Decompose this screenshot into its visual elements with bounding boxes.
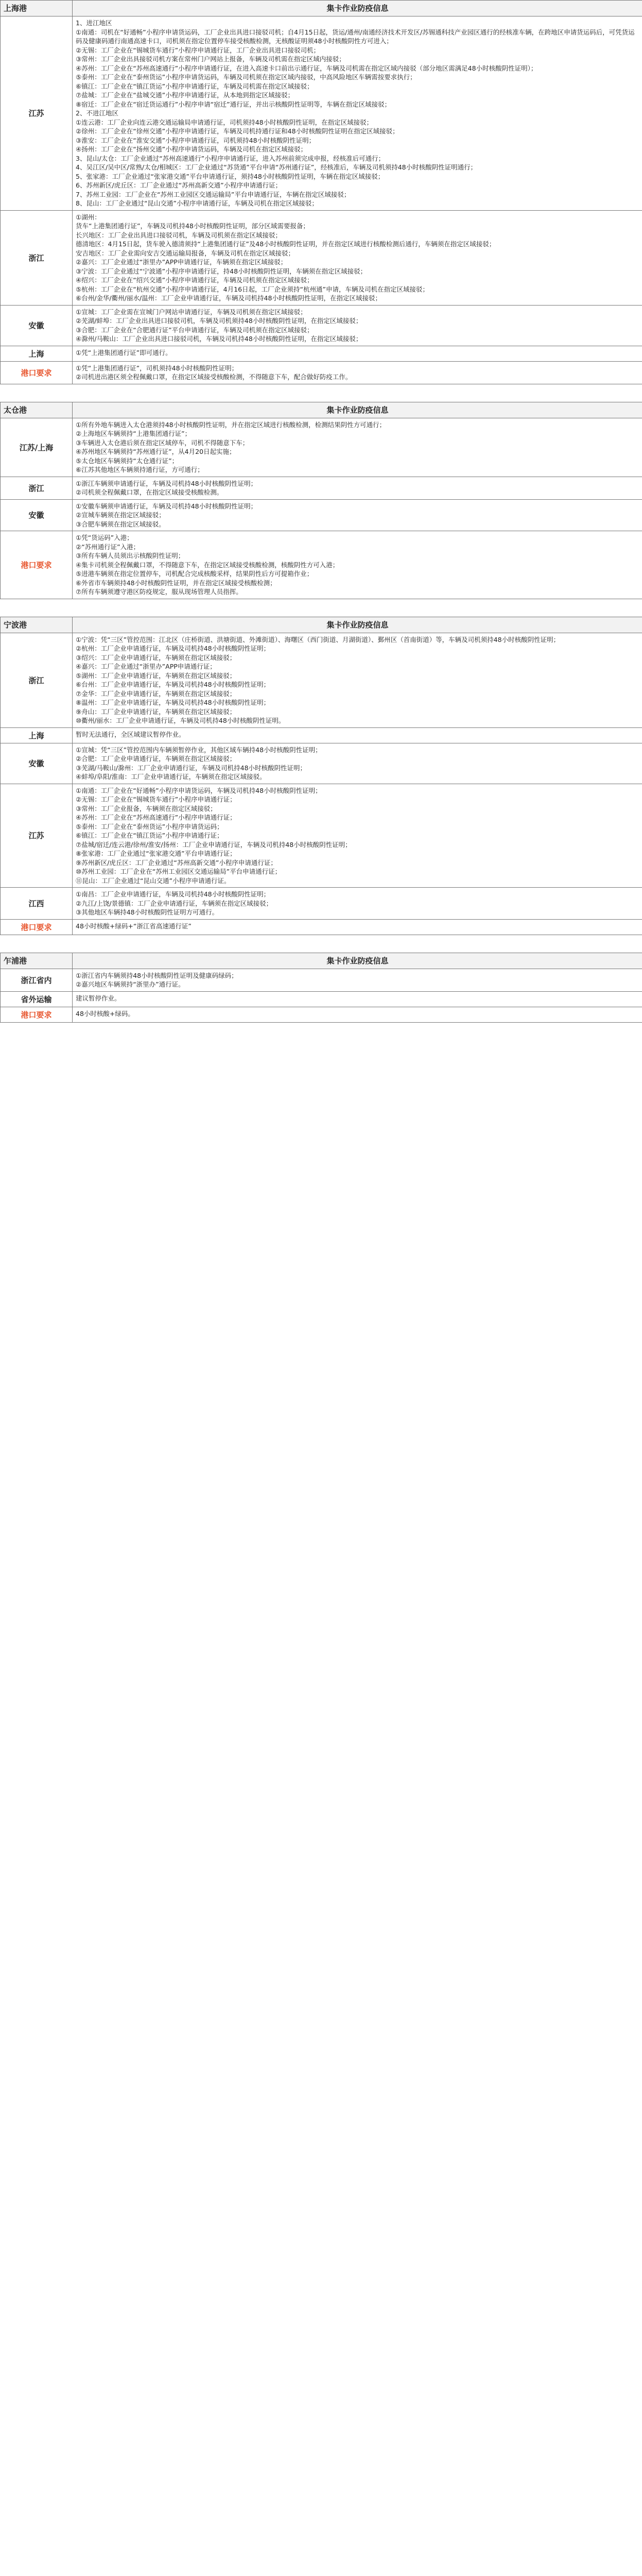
region-label: 上海 — [1, 346, 73, 361]
content-line: ⑥镇江：工厂企业在“镇江货运”小程序申请通行证； — [76, 832, 223, 839]
content-line: ⑩衢州/丽水：工厂企业申请通行证，车辆及司机持48小时核酸阴性证明。 — [76, 717, 285, 724]
content-line: ①湖州： — [76, 213, 101, 221]
content-line: ①凭“上港集团通行证”即可通行。 — [76, 348, 172, 357]
section-gap — [0, 599, 642, 617]
content-line: ①连云港：工厂企业向连云港交通运输局申请通行证，司机须持48小时核酸阴性证明，在指定区域接驳； — [76, 118, 373, 126]
content-line: ①凭“上港集团通行证”，司机须持48小时核酸阴性证明； — [76, 364, 238, 372]
port-name: 太仓港 — [1, 402, 73, 418]
content-line: ②司机须全程佩戴口罩，在指定区域接受核酸检测。 — [76, 488, 223, 496]
table-row — [1, 16, 642, 211]
content-line: ⑤太仓地区车辆须持“太仓通行证”； — [76, 456, 179, 465]
content-line: ③淮安：工厂企业在“淮安交通”小程序申请通行证，司机须持48小时核酸阴性证明； — [76, 136, 316, 144]
content-line: 安吉地区：工厂企业需向安吉交通运输局报备，车辆及司机在指定区域接驳； — [76, 249, 295, 257]
content-line: ⑥台州/金华/衢州/丽水/温州：工厂企业申请通行证，车辆及司机持48小时核酸阴性证明，在指定区域接驳； — [76, 294, 381, 302]
content-line: ①宣城：工厂企业需在宣城门户网站申请通行证，车辆及司机须在指定区域接驳； — [76, 308, 307, 316]
content-line: 7、苏州工业园：工厂企业在“苏州工业园区交通运输局”平台申请通行证，车辆在指定区域接驳； — [76, 190, 351, 198]
table-row — [1, 743, 642, 784]
content-line: ③合肥：工厂企业在“合肥通行证”平台申请通行证，车辆及司机须在指定区域接驳； — [76, 326, 314, 334]
content-line: 8、昆山：工厂企业通过“昆山交通”小程序申请通行证，车辆及司机在指定区域接驳； — [76, 199, 318, 207]
content-line: ⑨苏州新区/虎丘区：工厂企业通过“苏州高新交通”小程序申请通行证； — [76, 858, 277, 867]
region-label: 浙江 — [1, 477, 73, 499]
content-line: ③芜湖/马鞍山/滁州：工厂企业申请通行证，车辆及司机持48小时核酸阴性证明； — [76, 764, 307, 772]
content-line: ⑦金华：工厂企业申请通行证，车辆须在指定区域接驳； — [76, 689, 236, 698]
content-line: ⑦盐城：工厂企业在“盐城交通”小程序申请通行证，从本地到指定区域接驳； — [76, 91, 294, 99]
table-row — [1, 992, 642, 1007]
content-line: ④苏州：工厂企业在“苏州高速通行”小程序申请通行证； — [76, 814, 236, 821]
region-content — [73, 362, 642, 384]
content-line: ③合肥车辆须在指定区域接驳。 — [76, 520, 165, 528]
region-content — [73, 728, 642, 743]
content-line: 3、昆山/太仓：工厂企业通过“苏州高速通行”小程序申请通行证，进入苏州前须完成申报，经核准后可通行； — [76, 154, 385, 162]
content-line: 48小时核酸+绿码。 — [76, 1009, 134, 1018]
content-line: 暂时无法通行，全区域建议暂停作业。 — [76, 730, 185, 738]
content-line: ⑥外省市车辆须持48小时核酸阴性证明，并在指定区域接受核酸检测； — [76, 579, 276, 587]
port-name: 乍浦港 — [1, 953, 73, 969]
section-title: 集卡作业防疫信息 — [326, 620, 389, 630]
region-content — [73, 743, 642, 784]
content-line: ①浙江车辆须申请通行证，车辆及司机持48小时核酸阴性证明； — [76, 479, 257, 487]
region-content — [73, 500, 642, 531]
table-row — [1, 346, 642, 362]
content-line: ①安徽车辆须申请通行证，车辆及司机持48小时核酸阴性证明； — [76, 502, 257, 510]
region-content — [73, 888, 642, 919]
region-content — [73, 633, 642, 727]
content-line: ⑤泰州：工厂企业在“泰州货运”小程序申请货运码，车辆及司机须在指定区域内接驳，中高风险地区车辆需按要求执行； — [76, 73, 417, 81]
table-row — [1, 418, 642, 477]
section-header — [1, 402, 642, 418]
region-content — [73, 418, 642, 477]
region-content — [73, 969, 642, 991]
region-content — [73, 992, 642, 1007]
content-line: ⑩苏州工业园：工厂企业在“苏州工业园区交通运输局”平台申请通行证； — [76, 868, 282, 875]
table-row — [1, 477, 642, 500]
content-line: ③其他地区车辆持48小时核酸阴性证明方可通行。 — [76, 908, 219, 916]
port-name: 上海港 — [1, 1, 73, 16]
content-line: ⑧温州：工厂企业申请通行证，车辆及司机持48小时核酸阴性证明； — [76, 699, 270, 706]
region-label: 浙江 — [1, 633, 73, 727]
content-line: ①南通：工厂企业在“好通畅”小程序申请货运码，车辆及司机持48小时核酸阴性证明； — [76, 786, 322, 794]
section-gap — [0, 384, 642, 402]
content-line: ③车辆进入太仓港后须在指定区域停车，司机不得随意下车； — [76, 438, 249, 447]
content-line: ③常州：工厂企业报备，车辆须在指定区域接驳； — [76, 804, 217, 812]
content-line: ②九江/上饶/景德镇：工厂企业申请通行证，车辆须在指定区域接驳； — [76, 899, 273, 907]
content-line: 48小时核酸+绿码+“浙江省高速通行证” — [76, 922, 192, 930]
region-content — [73, 16, 642, 210]
section-header — [1, 953, 642, 969]
content-line: ①凭“货运码”入港； — [76, 534, 133, 541]
region-label: 安徽 — [1, 500, 73, 531]
content-line: ④扬州：工厂企业在“扬州交通”小程序申请货运码，车辆及司机在指定区域接驳； — [76, 145, 307, 153]
content-line: ③绍兴：工厂企业申请通行证，车辆须在指定区域接驳； — [76, 653, 236, 662]
content-line: ⑪昆山：工厂企业通过“昆山交通”小程序申请通行证。 — [76, 876, 231, 885]
region-label: 江苏 — [1, 16, 73, 210]
content-line: ⑦盐城/宿迁/连云港/徐州/淮安/扬州：工厂企业申请通行证，车辆及司机持48小时核酸阴性证明； — [76, 840, 352, 849]
table-row — [1, 728, 642, 743]
region-content — [73, 211, 642, 305]
content-line: ④蚌埠/阜阳/淮南：工厂企业申请通行证，车辆须在指定区域接驳。 — [76, 773, 266, 781]
region-content — [73, 306, 642, 346]
table-row — [1, 362, 642, 384]
section-title: 集卡作业防疫信息 — [326, 405, 389, 415]
content-line: 建议暂停作业。 — [76, 994, 121, 1002]
content-line: 6、苏州新区/虎丘区：工厂企业通过“苏州高新交通”小程序申请通行证； — [76, 181, 282, 189]
section-title: 集卡作业防疫信息 — [326, 4, 389, 13]
region-label: 港口要求 — [1, 920, 73, 935]
section-gap — [0, 935, 642, 953]
content-line: ⑨舟山：工厂企业申请通行证，车辆须在指定区域接驳； — [76, 707, 236, 716]
region-label: 江西 — [1, 888, 73, 919]
content-line: ⑥江苏其他地区车辆须持通行证，方可通行； — [76, 466, 204, 473]
region-content — [73, 1007, 642, 1022]
content-line: ③宁波：工厂企业通过“宁波通”小程序申请通行证，持48小时核酸阴性证明，车辆须在指定区域接驳； — [76, 267, 367, 275]
region-label: 浙江 — [1, 211, 73, 305]
table-row — [1, 784, 642, 888]
content-line: ②杭州：工厂企业申请通行证，车辆及司机持48小时核酸阴性证明； — [76, 645, 270, 652]
content-line: 长兴地区：工厂企业出具进口接驳司机，车辆及司机须在指定区域接驳； — [76, 231, 282, 239]
content-line: ⑤湖州：工厂企业申请通行证，车辆须在指定区域接驳； — [76, 671, 236, 680]
content-line: ⑥镇江：工厂企业在“镇江货运”小程序申请通行证，车辆及司机需在指定区域接驳； — [76, 82, 314, 90]
content-line: ②“苏州通行证”入港； — [76, 543, 140, 551]
region-label: 安徽 — [1, 306, 73, 346]
content-line: ②司机进出港区须全程佩戴口罩，在指定区域接受核酸检测，不得随意下车，配合做好防疫工作。 — [76, 373, 352, 381]
table-row — [1, 531, 642, 599]
content-line: ②无锡：工厂企业在“锡城货车通行”小程序申请通行证，工厂企业出具进口接驳司机； — [76, 46, 320, 54]
table-row — [1, 306, 642, 346]
content-line: ⑤进港车辆须在指定位置停车，司机配合完成核酸采样，结果阴性后方可提箱作业； — [76, 570, 314, 578]
section-header — [1, 1, 642, 16]
section-2 — [0, 617, 642, 935]
region-label: 安徽 — [1, 743, 73, 784]
region-label: 港口要求 — [1, 1007, 73, 1022]
content-line: ⑤泰州：工厂企业在“泰州货运”小程序申请货运码； — [76, 822, 223, 831]
content-line: ④苏州：工厂企业在“苏州高速通行”小程序申请通行证，在进入高速卡口前出示通行证，车辆及司机需在指定区域内接驳（部分地区需满足48小时核酸阴性证明）； — [76, 64, 537, 72]
content-line: ②嘉兴地区车辆须持“浙里办”通行证。 — [76, 980, 185, 988]
content-line: ⑧宿迁：工厂企业在“宿迁货运通行”小程序申请“宿迁”通行证，并出示核酸阴性证明等，车辆在指定区域接驳； — [76, 100, 391, 108]
content-line: 4、吴江区/吴中区/常熟/太仓/相城区：工厂企业通过“苏货通”平台申请“苏州通行证”，经核准后，车辆及司机须持48小时核酸阴性证明通行； — [76, 163, 477, 171]
region-content — [73, 784, 642, 888]
table-row — [1, 500, 642, 532]
region-label: 省外运输 — [1, 992, 73, 1007]
content-line: ②徐州：工厂企业在“徐州交通”小程序申请通行证，车辆及司机持通行证和48小时核酸阴性证明在指定区域接驳； — [76, 127, 399, 135]
content-line: ②芜湖/蚌埠：工厂企业出具进口接驳司机，车辆及司机须持48小时核酸阴性证明，在指定区域接驳； — [76, 317, 362, 325]
content-line: ②合肥：工厂企业申请通行证，车辆须在指定区域接驳； — [76, 755, 236, 762]
region-content — [73, 346, 642, 361]
content-line: ②无锡：工厂企业在“锡城货车通行”小程序申请通行证； — [76, 795, 236, 803]
content-line: ①南通：司机在“好通畅”小程序申请货运码，工厂企业出具进口接驳司机；自4月15日起，货运/通州/南通经济技术开发区/苏锡通科技产业园区通行的经核准车辆，在跨地区申请货运码后，可凭货运码及健康码通行南通高速卡口，司机须在指定位置停车接受核酸检测，无核酸证明须48小时核酸阴性方可进入； — [76, 28, 635, 45]
section-3 — [0, 953, 642, 1023]
content-line: ⑤杭州：工厂企业在“杭州交通”小程序申请通行证，4月16日起，工厂企业须持“杭州通”申请，车辆及司机在指定区域接驳； — [76, 285, 429, 293]
content-line: 1、进江地区 — [76, 19, 112, 27]
port-name: 宁波港 — [1, 617, 73, 633]
content-line: ④滁州/马鞍山：工厂企业出具进口接驳司机，车辆及司机持48小时核酸阴性证明，在指定区域接驳； — [76, 335, 362, 343]
content-line: ①所有外地车辆进入太仓港须持48小时核酸阴性证明，并在指定区域进行核酸检测，检测结果阴性方可通行； — [76, 420, 386, 429]
region-label: 江苏 — [1, 784, 73, 888]
table-row — [1, 969, 642, 992]
content-line: ④绍兴：工厂企业在“绍兴交通”小程序申请通行证，车辆及司机须在指定区域接驳； — [76, 276, 314, 284]
section-0 — [0, 0, 642, 384]
section-header — [1, 617, 642, 633]
content-line: ④集卡司机须全程佩戴口罩，不得随意下车，在指定区域接受核酸检测，核酸阴性方可入港； — [76, 561, 339, 569]
content-line: ②宣城车辆须在指定区域接驳； — [76, 511, 165, 519]
content-line: ③所有车辆人员须出示核酸阴性证明； — [76, 552, 185, 560]
content-line: 德清地区：4月15日起，货车驶入德清须持“上港集团通行证”及48小时核酸阴性证明，并在指定区域进行核酸检测后通行，车辆须在指定区域接驳； — [76, 240, 496, 248]
region-content — [73, 531, 642, 599]
page — [0, 0, 642, 1023]
region-content — [73, 920, 642, 935]
region-label: 港口要求 — [1, 531, 73, 599]
content-line: ⑧张家港：工厂企业通过“张家港交通”平台申请通行证； — [76, 850, 236, 857]
section-title: 集卡作业防疫信息 — [326, 956, 389, 965]
content-line: ①宁波：凭“三区”管控范围：江北区（庄桥街道、洪塘街道、外滩街道）、海曙区（西门街道、月湖街道）、鄞州区（首南街道）等，车辆及司机须持48小时核酸阴性证明； — [76, 635, 560, 643]
table-row — [1, 633, 642, 728]
content-line: ④苏州地区车辆须持“苏州通行证”，从4月20日起实施； — [76, 448, 236, 455]
section-1 — [0, 402, 642, 599]
region-label: 江苏/上海 — [1, 418, 73, 477]
content-line: ③常州：工厂企业出具接驳司机方案在常州门户网站上报备，车辆及司机需在指定区域内接驳； — [76, 55, 345, 63]
content-line: ①南昌：工厂企业申请通行证，车辆及司机持48小时核酸阴性证明； — [76, 890, 270, 898]
content-line: ②上海地区车辆须持“上港集团通行证”； — [76, 430, 192, 437]
content-line: ⑦所有车辆须遵守港区防疫规定，服从现场管理人员指挥。 — [76, 588, 242, 596]
content-line: ⑥台州：工厂企业申请通行证，车辆及司机持48小时核酸阴性证明； — [76, 681, 270, 688]
content-line: ②嘉兴：工厂企业通过“浙里办”APP申请通行证，车辆须在指定区域接驳； — [76, 258, 287, 266]
region-label: 港口要求 — [1, 362, 73, 384]
content-line: 2、不进江地区 — [76, 109, 118, 117]
region-label: 浙江省内 — [1, 969, 73, 991]
content-line: 5、张家港：工厂企业通过“张家港交通”平台申请通行证，须持48小时核酸阴性证明，车辆在指定区域接驳； — [76, 172, 385, 180]
region-label: 上海 — [1, 728, 73, 743]
content-line: ④嘉兴：工厂企业通过“浙里办”APP申请通行证； — [76, 663, 216, 670]
content-line: ①浙江省内车辆须持48小时核酸阴性证明及健康码绿码； — [76, 971, 238, 979]
content-line: ①宣城：凭“三区”管控范围内车辆须暂停作业，其他区域车辆持48小时核酸阴性证明； — [76, 745, 322, 754]
region-content — [73, 477, 642, 499]
table-row — [1, 888, 642, 920]
table-row — [1, 211, 642, 306]
content-line: 货车“上港集团通行证”，车辆及司机持48小时核酸阴性证明，部分区域需要报备； — [76, 222, 309, 230]
table-row — [1, 1007, 642, 1022]
table-row — [1, 920, 642, 935]
